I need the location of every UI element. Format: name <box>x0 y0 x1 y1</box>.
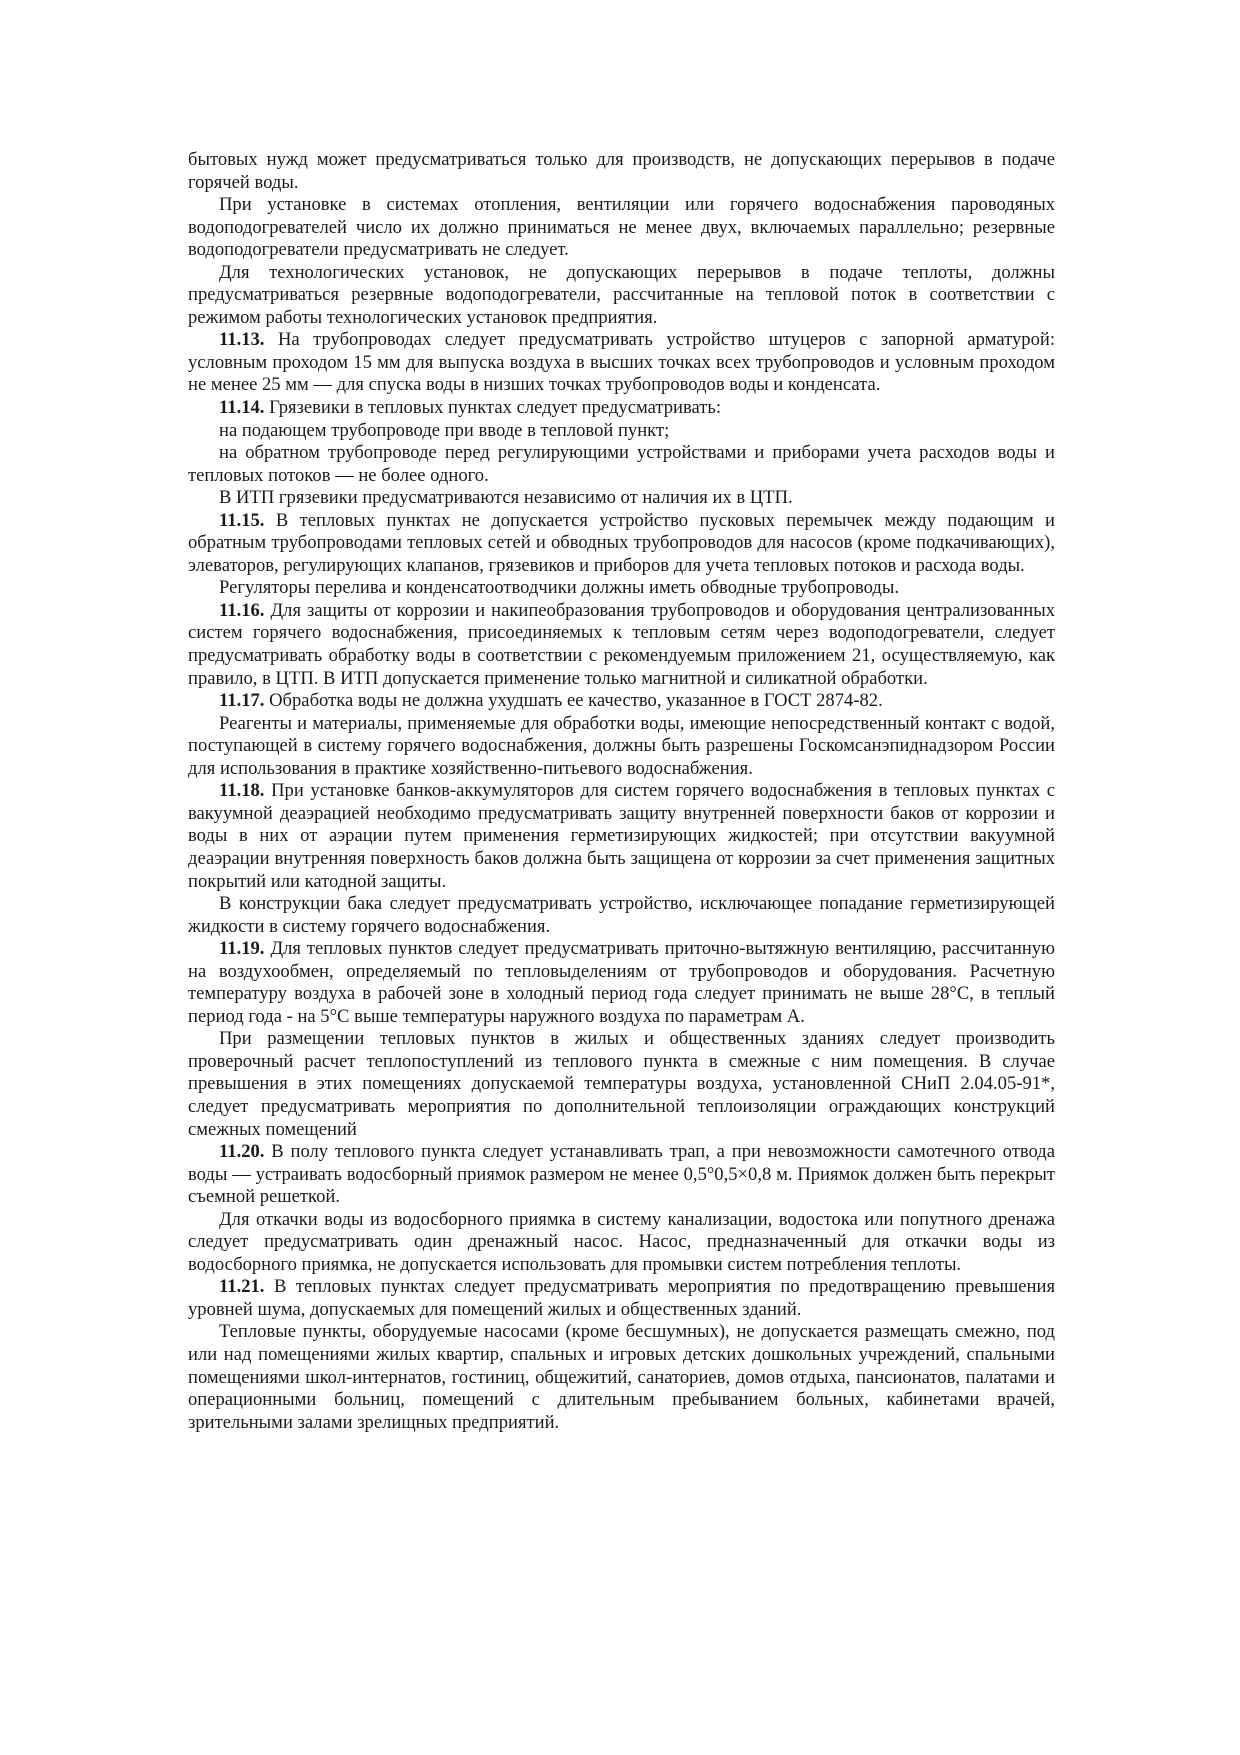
clause-number: 11.21. <box>219 1276 265 1298</box>
paragraph-text: В тепловых пунктах не допускается устройство пусковых перемычек между подающим и обратным трубопроводами тепловых сетей и обводных трубопроводов для насосов (кроме подкачивающих), элеваторов, регулирующих клапанов, грязевиков и приборов для учета тепловых потоков и расхода воды. <box>188 509 1055 576</box>
clause-number: 11.16. <box>219 599 265 621</box>
paragraph-text: Тепловые пункты, оборудуемые насосами (кроме бесшумных), не допускается размещать смежно, под или над помещениями жилых квартир, спальных и игровых детских дошкольных учреждений, спальными помещениями школ-интернатов, гостиниц, общежитий, санаториев, домов отдыха, пансионатов, палатами и операционными больниц, помещений с длительным пребыванием больных, кабинетами врачей, зрительными залами зрелищных предприятий. <box>188 1321 1055 1433</box>
paragraph-text: При установке банков-аккумуляторов для систем горячего водоснабжения в тепловых пунктах с вакуумной деаэрацией необходимо предусматривать защиту внутренней поверхности баков от коррозии и воды в них от аэрации путем применения герметизирующих жидкостей; при отсутствии вакуумной деаэрации внутренняя поверхность баков должна быть защищена от коррозии за счет применения защитных покрытий или катодной защиты. <box>188 780 1055 892</box>
paragraph-text: Для защиты от коррозии и накипеобразования трубопроводов и оборудования централизованных систем горячего водоснабжения, присоединяемых к тепловым сетям через водоподогреватели, следует предусматривать обработку воды в соответствии с рекомендуемым приложением 21, осуществляемую, как правило, в ЦТП. В ИТП допускается применение только магнитной и силикатной обработки. <box>188 599 1055 689</box>
paragraph-text: Для откачки воды из водосборного приямка в систему канализации, водостока или попутного дренажа следует предусматривать один дренажный насос. Насос, предназначенный для откачки воды из водосборного приямка, не допускается использовать для промывки систем потребления теплоты. <box>188 1208 1055 1275</box>
paragraph-text: В ИТП грязевики предусматриваются независимо от наличия их в ЦТП. <box>219 487 793 509</box>
clause-11-18 <box>188 780 1055 893</box>
document-page <box>188 149 1055 1434</box>
paragraph-text: на подающем трубопроводе при вводе в тепловой пункт; <box>219 419 670 441</box>
paragraph-text: В тепловых пунктах следует предусматривать мероприятия по предотвращению превышения уровней шума, допускаемых для помещений жилых и общественных зданий. <box>188 1276 1055 1320</box>
clause-11-15 <box>188 510 1055 578</box>
paragraph-text: В полу теплового пункта следует устанавливать трап, а при невозможности самотечного отвода воды — устраивать водосборный приямок размером не менее 0,5°0,5×0,8 м. Приямок должен быть перекрыт съемной решеткой. <box>188 1141 1055 1208</box>
paragraph-text: на обратном трубопроводе перед регулирующими устройствами и приборами учета расходов воды и тепловых потоков — не более одного. <box>188 442 1055 486</box>
paragraph-text: При установке в системах отопления, вентиляции или горячего водоснабжения пароводяных водоподогревателей число их должно приниматься не менее двух, включаемых параллельно; резервные водоподогреватели предусматривать не следует. <box>188 194 1055 261</box>
paragraph-text: Для тепловых пунктов следует предусматривать приточно-вытяжную вентиляцию, рассчитанную на воздухообмен, определяемый по тепловыделениям от трубопроводов и оборудования. Расчетную температуру воздуха в рабочей зоне в холодный период года следует принимать не выше 28°С, в теплый период года - на 5°С выше температуры наружного воздуха по параметрам А. <box>188 938 1055 1027</box>
paragraph-text: Обработка воды не должна ухудшать ее качество, указанное в ГОСТ 2874-82. <box>269 690 883 712</box>
paragraph-text: На трубопроводах следует предусматривать устройство штуцеров с запорной арматурой: условным проходом 15 мм для выпуска воздуха в высших точках всех трубопроводов и условным проходом не менее 25 мм — для спуска воды в низших точках трубопроводов воды и конденсата. <box>188 329 1055 396</box>
paragraph <box>188 577 1055 600</box>
paragraph-text: При размещении тепловых пунктов в жилых и общественных зданиях следует производить проверочный расчет теплопоступлений из теплового пункта в смежные с ним помещения. В случае превышения в этих помещениях допускаемой температуры воздуха, установленной СНиП 2.04.05-91*, следует предусматривать мероприятия по дополнительной теплоизоляции ограждающих конструкций смежных помещений <box>188 1028 1055 1140</box>
paragraph-text: Реагенты и материалы, применяемые для обработки воды, имеющие непосредственный контакт с водой, поступающей в систему горячего водоснабжения, должны быть разрешены Госкомсанэпиднадзором России для использования в практике хозяйственно-питьевого водоснабжения. <box>188 712 1055 779</box>
paragraph-continuation <box>188 149 1055 194</box>
paragraph <box>188 262 1055 330</box>
paragraph-text: В конструкции бака следует предусматривать устройство, исключающее попадание герметизирующей жидкости в систему горячего водоснабжения. <box>188 893 1055 937</box>
clause-11-19 <box>188 938 1055 1028</box>
clause-number: 11.14. <box>219 397 265 419</box>
paragraph <box>188 487 1055 510</box>
clause-11-20 <box>188 1141 1055 1209</box>
paragraph-text: бытовых нужд может предусматриваться только для производств, не допускающих перерывов в подаче горячей воды. <box>188 149 1055 193</box>
paragraph <box>188 713 1055 781</box>
clause-number: 11.13. <box>219 329 265 351</box>
paragraph-text: Грязевики в тепловых пунктах следует предусматривать: <box>269 397 722 419</box>
paragraph <box>188 194 1055 262</box>
paragraph <box>188 1209 1055 1277</box>
clause-11-16 <box>188 600 1055 690</box>
paragraph <box>188 420 1055 443</box>
clause-11-17 <box>188 690 1055 713</box>
paragraph <box>188 442 1055 487</box>
paragraph <box>188 893 1055 938</box>
paragraph-text: Для технологических установок, не допускающих перерывов в подаче теплоты, должны предусматриваться резервные водоподогреватели, рассчитанные на тепловой поток в соответствии с режимом работы технологических установок предприятия. <box>188 261 1055 328</box>
clause-number: 11.19. <box>219 938 265 960</box>
clause-number: 11.18. <box>219 780 265 802</box>
clause-number: 11.20. <box>219 1141 265 1163</box>
clause-number: 11.17. <box>219 690 265 712</box>
clause-11-21 <box>188 1276 1055 1321</box>
paragraph <box>188 1321 1055 1434</box>
clause-number: 11.15. <box>219 509 265 531</box>
paragraph <box>188 1028 1055 1141</box>
clause-11-14 <box>188 397 1055 420</box>
paragraph-text: Регуляторы перелива и конденсатоотводчики должны иметь обводные трубопроводы. <box>219 577 900 599</box>
clause-11-13 <box>188 329 1055 397</box>
